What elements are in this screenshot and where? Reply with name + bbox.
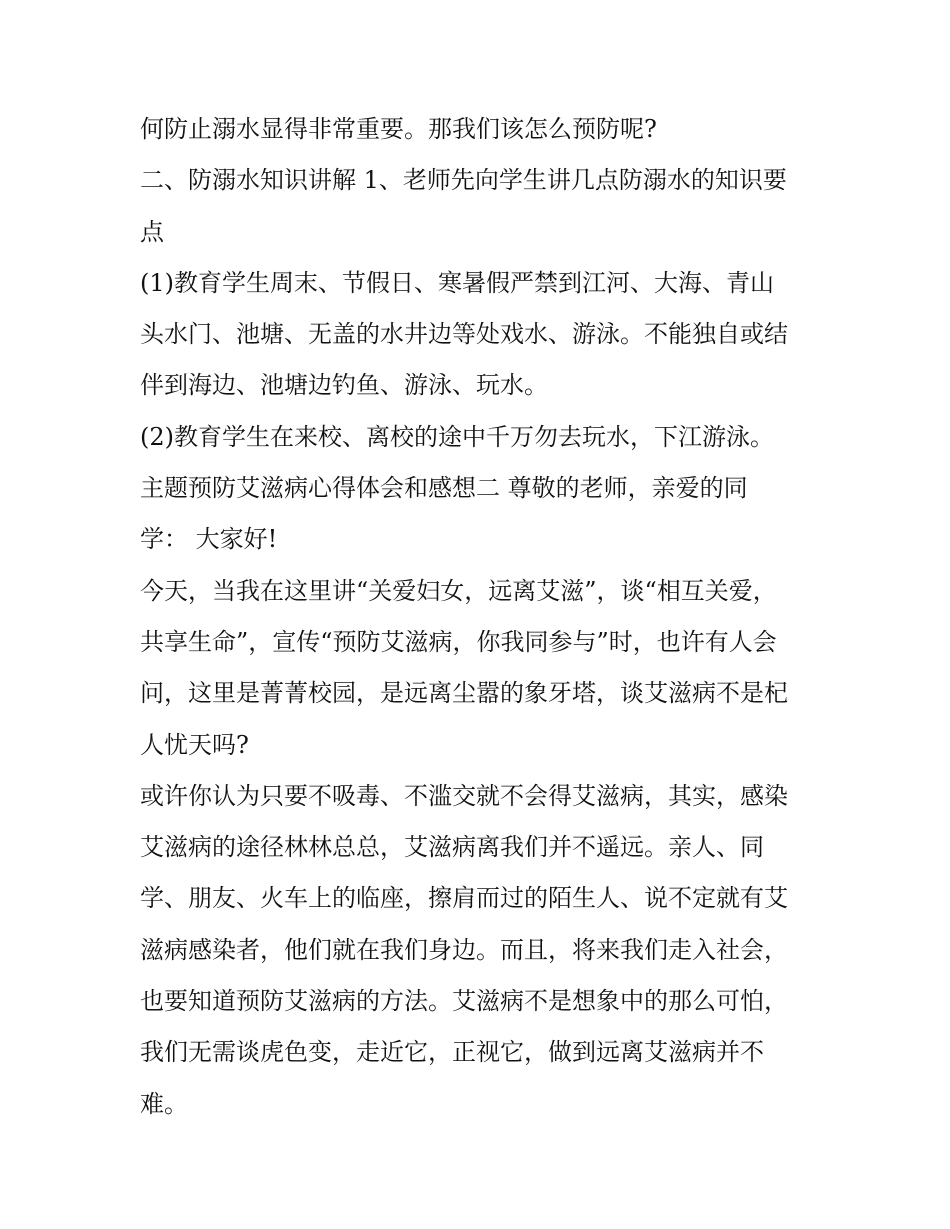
text-line: 滋病感染者，他们就在我们身边。而且，将来我们走入社会， [140,935,788,964]
text-line: 也要知道预防艾滋病的方法。艾滋病不是想象中的那么可怕， [140,987,788,1016]
text-line: 二、防溺水知识讲解 1、老师先向学生讲几点防溺水的知识要 [140,166,787,195]
text-line: (1)教育学生周末、节假日、寒暑假严禁到江河、大海、青山 [140,268,774,297]
text-line: 头水门、池塘、无盖的水井边等处戏水、游泳。不能独自或结 [140,320,788,349]
text-line: 伴到海边、池塘边钓鱼、游泳、玩水。 [140,371,548,400]
text-line: 或许你认为只要不吸毒、不滥交就不会得艾滋病，其实，感染 [140,781,788,810]
text-line: 问，这里是菁菁校园，是远离尘嚣的象牙塔，谈艾滋病不是杞 [140,679,788,708]
body-text [140,104,830,1130]
text-line: 我们无需谈虎色变，走近它，正视它，做到远离艾滋病并不 [140,1038,764,1067]
text-line: 学： 大家好! [140,525,278,554]
text-line: 共享生命”，宣传“预防艾滋病，你我同参与”时，也许有人会 [140,627,777,656]
text-line: 学、朋友、火车上的临座，擦肩而过的陌生人、说不定就有艾 [140,884,788,913]
text-line: 艾滋病的途径林林总总，艾滋病离我们并不遥远。亲人、同 [140,833,764,862]
text-line: 今天，当我在这里讲“关爱妇女，远离艾滋”，谈“相互关爱， [140,576,777,605]
text-line: (2)教育学生在来校、离校的途中千万勿去玩水，下江游泳。 [140,422,774,451]
text-line: 何防止溺水显得非常重要。那我们该怎么预防呢? [140,115,657,143]
text-line: 点 [140,217,164,246]
text-line: 主题预防艾滋病心得体会和感想二 尊敬的老师，亲爱的同 [140,474,748,503]
text-line: 人忧天吗? [140,730,249,759]
text-line: 难。 [140,1089,188,1118]
